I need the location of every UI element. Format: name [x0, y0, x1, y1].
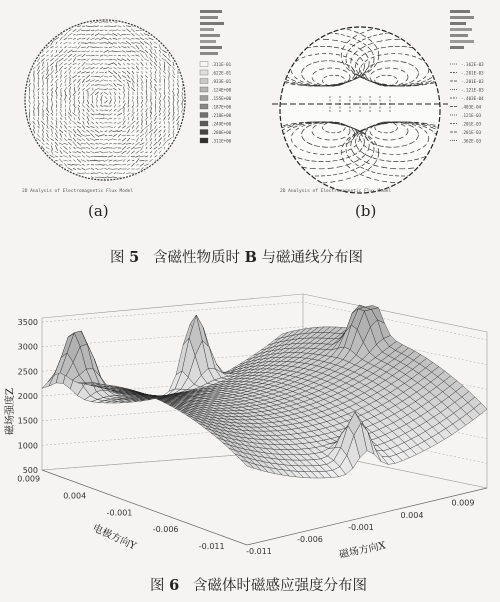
- panel-a-footer: 2D Analysis of Electromagnetic Flux Model: [22, 189, 134, 194]
- grid-line: [42, 302, 487, 340]
- legend-value: .218E+00: [211, 113, 232, 118]
- x-tick-label: -0.006: [297, 535, 323, 544]
- y-tick-label: 0.009: [17, 474, 41, 484]
- sub-label-b: (b): [355, 202, 377, 220]
- panel-b-footer: 2D Analysis of Electromagnetic Flux Model: [280, 189, 392, 194]
- sub-label-a: (a): [88, 202, 109, 220]
- z-tick-label: 3000: [17, 342, 38, 352]
- caption-symbol-b: B: [244, 249, 257, 266]
- z-tick-label: 1500: [17, 416, 38, 426]
- legend-header-b: [450, 10, 474, 49]
- legend-value: -.121E-03: [461, 87, 484, 93]
- legend-value: .155E+00: [211, 96, 232, 101]
- caption-text-1: 含磁性物质时: [153, 250, 241, 266]
- legend-value: .121E-03: [461, 113, 482, 118]
- legend-value: .187E+00: [211, 104, 232, 110]
- z-axis-label: 磁场强度Z: [5, 388, 16, 435]
- legend-swatch: [200, 79, 208, 84]
- surface-plot: [0, 290, 500, 565]
- surface-mesh: [42, 305, 487, 478]
- figure-5-caption: [110, 246, 363, 267]
- legend-value: .280E+00: [211, 130, 232, 135]
- legend-swatch: [200, 113, 208, 118]
- caption-label: 图: [110, 250, 125, 266]
- y-tick-label: -0.011: [198, 542, 225, 551]
- x-axis-label: 磁场方向X: [338, 540, 387, 561]
- legend-value: .933E-01: [211, 79, 232, 84]
- legend-swatch: [200, 70, 208, 75]
- caption-label: 图: [150, 578, 165, 594]
- legend-value: -.281E-03: [461, 70, 484, 76]
- legend-value: .622E-01: [211, 70, 232, 76]
- x-tick-label: 0.004: [400, 510, 424, 520]
- legend-swatch: [200, 87, 208, 92]
- legend-value: -.362E-03: [461, 62, 484, 67]
- caption-number: 5: [129, 249, 140, 266]
- legend-swatch: [200, 62, 208, 67]
- legend-value: .403E-04: [461, 104, 482, 110]
- caption-text: 含磁体时磁感应强度分布图: [193, 578, 368, 594]
- z-tick-label: 2500: [17, 367, 38, 377]
- legend-value: .281E-03: [461, 130, 482, 135]
- legend-value: .201E-03: [461, 121, 482, 127]
- z-tick-label: 1000: [17, 441, 38, 451]
- legend-header-a: [200, 10, 224, 55]
- legend-a: [200, 62, 232, 144]
- panel-b: [250, 0, 500, 200]
- legend-swatch: [200, 104, 208, 109]
- legend-value: .311E+00: [211, 138, 232, 144]
- legend-value: .362E-03: [461, 138, 482, 144]
- caption-number: 6: [169, 577, 180, 594]
- panel-a: [0, 0, 250, 200]
- legend-swatch: [200, 96, 208, 101]
- x-tick-label: 0.009: [451, 498, 475, 508]
- legend-value: .311E-01: [211, 62, 232, 67]
- legend-swatch: [200, 121, 208, 126]
- y-axis-label: 电极方向Y: [90, 522, 138, 553]
- legend-value: .249E+00: [211, 121, 232, 127]
- y-tick-label: -0.001: [106, 508, 133, 518]
- legend-value: -.403E-04: [461, 96, 484, 101]
- y-tick-label: 0.004: [63, 491, 87, 501]
- legend-swatch: [200, 130, 208, 135]
- legend-b: [450, 62, 484, 144]
- domain-circle-a: [25, 20, 185, 180]
- figure-6-caption: [150, 574, 367, 595]
- z-tick-label: 3500: [17, 318, 38, 327]
- x-tick-label: -0.011: [246, 547, 272, 557]
- z-tick-label: 500: [22, 466, 38, 475]
- x-tick-label: -0.001: [348, 522, 374, 532]
- y-tick-label: -0.006: [152, 525, 179, 535]
- legend-value: -.201E-03: [461, 79, 484, 84]
- z-tick-label: 2000: [17, 392, 38, 401]
- legend-value: .124E+00: [211, 87, 232, 93]
- z-axis-ticks: [18, 318, 38, 475]
- legend-swatch: [200, 138, 208, 143]
- caption-text-2: 与磁通线分布图: [261, 250, 364, 266]
